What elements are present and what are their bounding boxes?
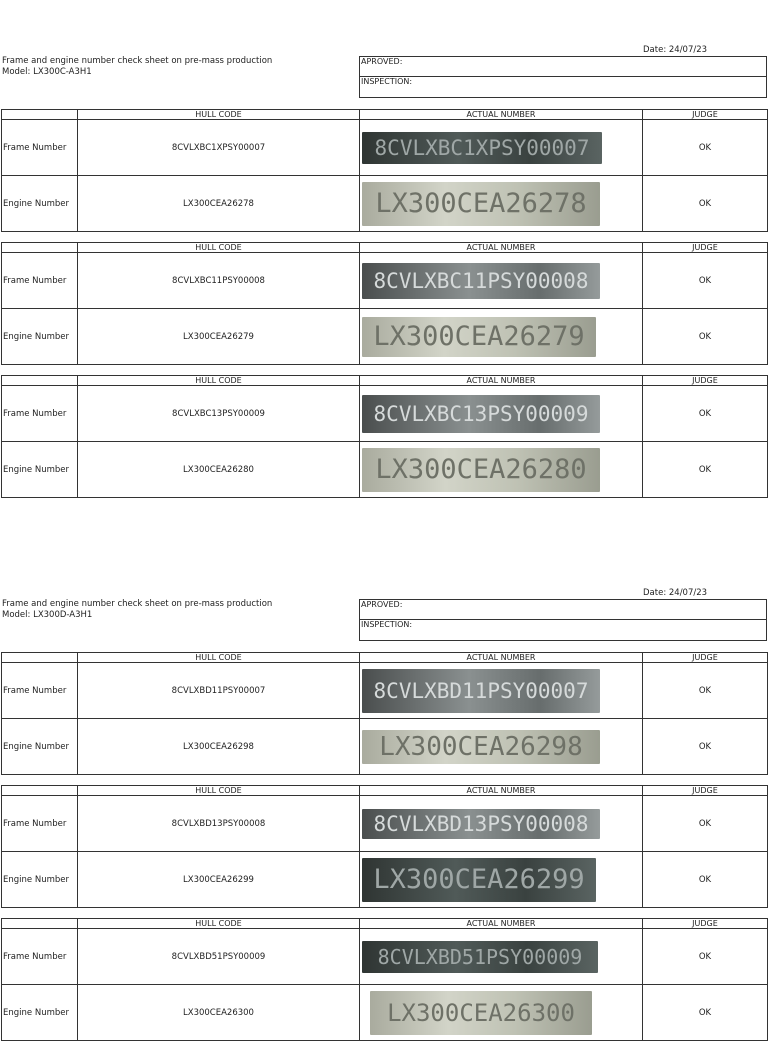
sheet-title-block <box>2 56 272 78</box>
frame-row <box>2 253 768 309</box>
header-blank <box>2 110 78 120</box>
engine-row <box>2 852 768 908</box>
check-group <box>1 918 768 1041</box>
header-blank <box>2 786 78 796</box>
engine-judge: OK <box>643 985 768 1041</box>
inspection-field[interactable]: INSPECTION: <box>361 620 413 629</box>
engine-row <box>2 176 768 232</box>
engine-row <box>2 442 768 498</box>
frame-number-photo: 8CVLXBD51PSY00009 <box>362 941 598 973</box>
header-hull-code: HULL CODE <box>78 653 360 663</box>
header-hull-code: HULL CODE <box>78 243 360 253</box>
engine-judge: OK <box>643 719 768 775</box>
engine-number-photo: LX300CEA26280 <box>362 448 600 492</box>
frame-number-photo: 8CVLXBC1XPSY00007 <box>362 132 602 164</box>
frame-hull-code: 8CVLXBD51PSY00009 <box>78 929 360 985</box>
engine-photo-cell <box>360 719 643 775</box>
engine-judge: OK <box>643 309 768 365</box>
frame-judge: OK <box>643 929 768 985</box>
check-group <box>1 109 768 232</box>
frame-label: Frame Number <box>2 929 78 985</box>
group-header-row <box>2 653 768 663</box>
sheet-date: Date: 24/07/23 <box>643 45 708 55</box>
engine-number-photo: LX300CEA26299 <box>362 858 596 902</box>
header-actual-number: ACTUAL NUMBER <box>360 110 643 120</box>
header-hull-code: HULL CODE <box>78 376 360 386</box>
engine-row <box>2 719 768 775</box>
frame-row <box>2 386 768 442</box>
group-header-row <box>2 919 768 929</box>
header-actual-number: ACTUAL NUMBER <box>360 243 643 253</box>
sheet-title: Frame and engine number check sheet on pre-mass production <box>2 599 273 609</box>
group-header-row <box>2 786 768 796</box>
frame-judge: OK <box>643 386 768 442</box>
frame-judge: OK <box>643 796 768 852</box>
engine-hull-code: LX300CEA26298 <box>78 719 360 775</box>
frame-hull-code: 8CVLXBC11PSY00008 <box>78 253 360 309</box>
engine-number-photo: LX300CEA26278 <box>362 182 600 226</box>
engine-photo-cell <box>360 309 643 365</box>
frame-label: Frame Number <box>2 663 78 719</box>
frame-row <box>2 929 768 985</box>
frame-row <box>2 120 768 176</box>
engine-hull-code: LX300CEA26299 <box>78 852 360 908</box>
engine-photo-cell <box>360 852 643 908</box>
group-header-row <box>2 376 768 386</box>
frame-number-photo: 8CVLXBD13PSY00008 <box>362 809 600 839</box>
check-group <box>1 242 768 365</box>
frame-label: Frame Number <box>2 120 78 176</box>
frame-photo-cell <box>360 796 643 852</box>
frame-photo-cell <box>360 663 643 719</box>
header-judge: JUDGE <box>643 110 768 120</box>
frame-number-photo: 8CVLXBD11PSY00007 <box>362 669 600 713</box>
frame-row <box>2 796 768 852</box>
signature-box <box>359 56 767 98</box>
frame-hull-code: 8CVLXBC1XPSY00007 <box>78 120 360 176</box>
frame-judge: OK <box>643 253 768 309</box>
sheet-model: Model: LX300D-A3H1 <box>2 610 93 620</box>
header-actual-number: ACTUAL NUMBER <box>360 786 643 796</box>
engine-photo-cell <box>360 442 643 498</box>
engine-judge: OK <box>643 176 768 232</box>
engine-hull-code: LX300CEA26280 <box>78 442 360 498</box>
frame-hull-code: 8CVLXBD11PSY00007 <box>78 663 360 719</box>
header-judge: JUDGE <box>643 376 768 386</box>
header-judge: JUDGE <box>643 243 768 253</box>
engine-hull-code: LX300CEA26279 <box>78 309 360 365</box>
engine-photo-cell <box>360 176 643 232</box>
engine-hull-code: LX300CEA26300 <box>78 985 360 1041</box>
check-group <box>1 652 768 775</box>
frame-photo-cell <box>360 929 643 985</box>
engine-label: Engine Number <box>2 309 78 365</box>
header-hull-code: HULL CODE <box>78 110 360 120</box>
engine-row <box>2 309 768 365</box>
sheet-title-block <box>2 599 272 621</box>
frame-number-photo: 8CVLXBC13PSY00009 <box>362 395 600 433</box>
frame-number-photo: 8CVLXBC11PSY00008 <box>362 263 600 299</box>
header-actual-number: ACTUAL NUMBER <box>360 376 643 386</box>
header-judge: JUDGE <box>643 786 768 796</box>
sheet-date: Date: 24/07/23 <box>643 588 708 598</box>
engine-number-photo: LX300CEA26298 <box>362 730 600 764</box>
frame-judge: OK <box>643 663 768 719</box>
engine-number-photo: LX300CEA26279 <box>362 317 596 357</box>
sheet-title: Frame and engine number check sheet on pre-mass production <box>2 56 273 66</box>
frame-photo-cell <box>360 253 643 309</box>
header-judge: JUDGE <box>643 919 768 929</box>
frame-hull-code: 8CVLXBD13PSY00008 <box>78 796 360 852</box>
header-hull-code: HULL CODE <box>78 786 360 796</box>
header-blank <box>2 919 78 929</box>
frame-label: Frame Number <box>2 253 78 309</box>
signature-box <box>359 599 767 641</box>
group-header-row <box>2 110 768 120</box>
header-judge: JUDGE <box>643 653 768 663</box>
frame-hull-code: 8CVLXBC13PSY00009 <box>78 386 360 442</box>
engine-judge: OK <box>643 852 768 908</box>
frame-photo-cell <box>360 386 643 442</box>
engine-label: Engine Number <box>2 176 78 232</box>
approved-field[interactable]: APROVED: <box>360 600 766 620</box>
check-group <box>1 375 768 498</box>
frame-label: Frame Number <box>2 796 78 852</box>
header-actual-number: ACTUAL NUMBER <box>360 919 643 929</box>
header-actual-number: ACTUAL NUMBER <box>360 653 643 663</box>
header-blank <box>2 376 78 386</box>
frame-row <box>2 663 768 719</box>
check-group <box>1 785 768 908</box>
engine-label: Engine Number <box>2 442 78 498</box>
header-blank <box>2 243 78 253</box>
frame-label: Frame Number <box>2 386 78 442</box>
header-blank <box>2 653 78 663</box>
inspection-field[interactable]: INSPECTION: <box>361 77 413 86</box>
sheet-model: Model: LX300C-A3H1 <box>2 67 92 77</box>
engine-hull-code: LX300CEA26278 <box>78 176 360 232</box>
engine-photo-cell <box>360 985 643 1041</box>
frame-judge: OK <box>643 120 768 176</box>
engine-judge: OK <box>643 442 768 498</box>
header-hull-code: HULL CODE <box>78 919 360 929</box>
engine-label: Engine Number <box>2 852 78 908</box>
engine-label: Engine Number <box>2 719 78 775</box>
engine-number-photo: LX300CEA26300 <box>370 991 592 1035</box>
approved-field[interactable]: APROVED: <box>360 57 766 77</box>
engine-label: Engine Number <box>2 985 78 1041</box>
frame-photo-cell <box>360 120 643 176</box>
engine-row <box>2 985 768 1041</box>
group-header-row <box>2 243 768 253</box>
